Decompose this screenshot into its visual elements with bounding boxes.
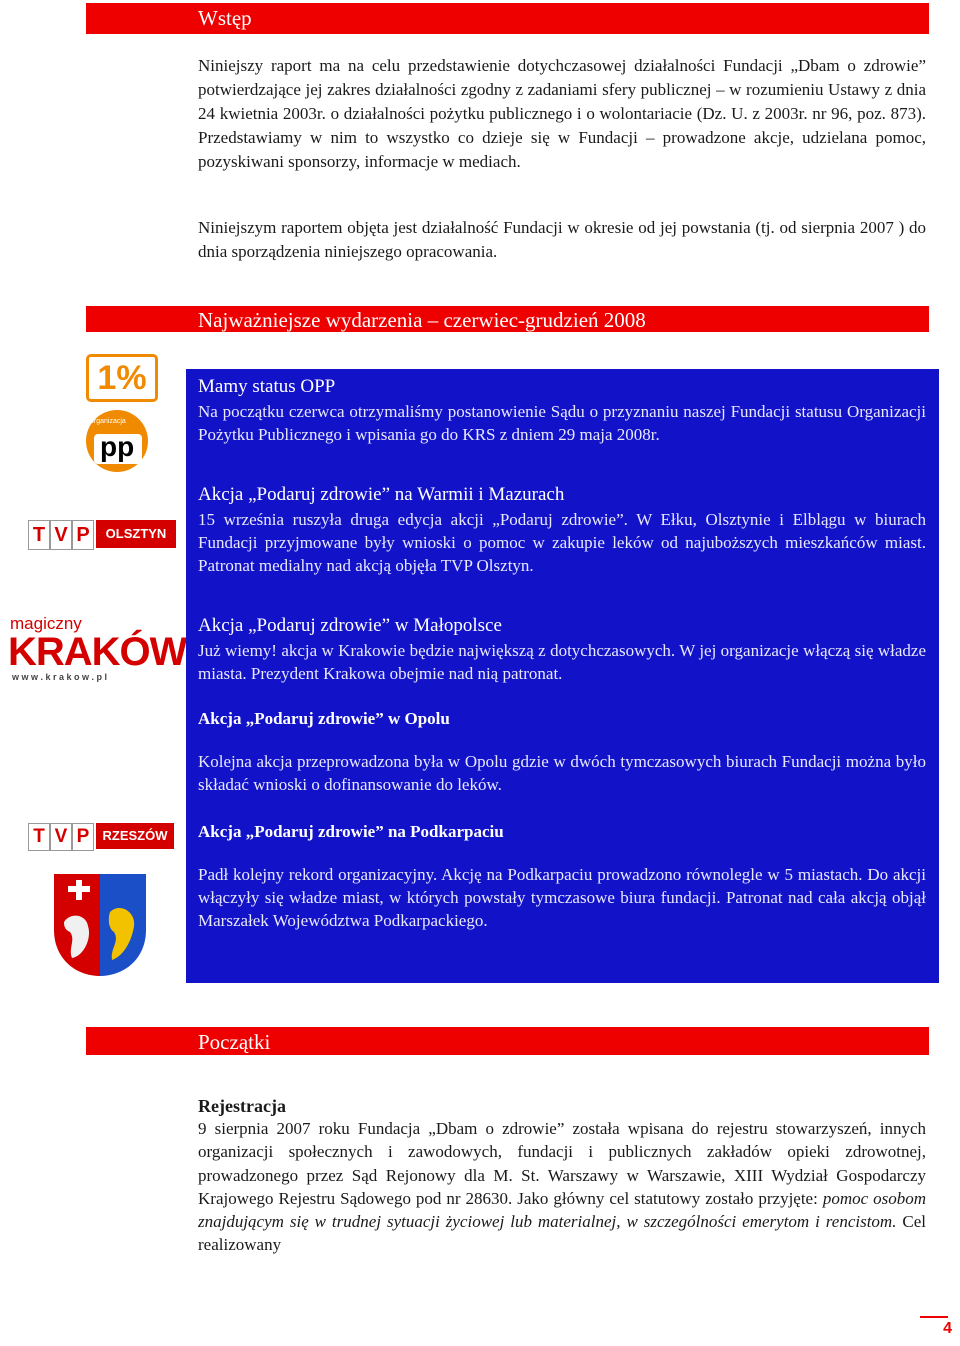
beginnings-text-b: Cel realizowany: [198, 1212, 927, 1255]
tvp-city-olsztyn: OLSZTYN: [96, 520, 176, 548]
beginnings-heading-bar: [86, 1027, 929, 1055]
intro-paragraph-2: Niniejszym raportem objęta jest działalność Fundacji w okresie od jej powstania (tj. od sierpnia 2007 ) do dnia sporządzenia niniejszego opracowania.: [198, 218, 926, 261]
event-item-podkarpacie: [198, 819, 926, 932]
beginnings-paragraph: [198, 1117, 926, 1257]
event-text: 15 września ruszyła druga edycja akcji „Podaruj zdrowie”. W Ełku, Olsztynie i Elblągu w biurach Fundacji przyjmowane były wnioski o pomoc w zakupie leków od najuboższych mieszkańców miast. Patronat medialny nad akcją objęła TVP Olsztyn.: [198, 510, 926, 575]
podkarpackie-coat-of-arms-icon: [50, 872, 150, 982]
events-heading-bar: [86, 306, 929, 332]
tvp-olsztyn-logo: [28, 520, 176, 548]
krakow-url-text: w w w . k r a k o w . p l: [12, 672, 108, 682]
tvp-t: T: [28, 520, 50, 550]
opp-text: pp: [100, 431, 135, 462]
krakow-top-text: magiczny: [10, 614, 82, 633]
event-text: Kolejna akcja przeprowadzona była w Opolu gdzie w dwóch tymczasowych biurach Fundacji można było składać wnioski o dofinansowanie do leków.: [198, 752, 926, 794]
opp-small-text: organizacja: [90, 418, 126, 425]
intro-heading: Wstęp: [198, 6, 252, 30]
tvp-city-rzeszow: RZESZÓW: [96, 823, 174, 849]
tvp-rzeszow-logo: [28, 823, 174, 849]
beginnings-text-italic: pomoc osobom znajdującym się w trudnej sytuacji życiowej lub materialnej, w szczególności emerytom i rencistom.: [198, 1188, 927, 1232]
page-number-rule: [920, 1316, 948, 1318]
event-text: Na początku czerwca otrzymaliśmy postanowienie Sądu o przyznaniu naszej Fundacji statusu Organizacji Pożytku Publicznego i wpisania go do KRS z dniem 29 maja 2008r.: [198, 402, 926, 444]
event-item-opp: [198, 374, 926, 446]
event-title: Akcja „Podaruj zdrowie” w Małopolsce: [198, 615, 502, 636]
event-title: Akcja „Podaruj zdrowie” w Opolu: [198, 709, 450, 728]
events-box: [186, 369, 939, 983]
beginnings-text-a: 9 sierpnia 2007 roku Fundacja „Dbam o zdrowie” została wpisana do rejestru stowarzyszeń, innych organizacji społecznych i zawodowych, fundacji i publicznych zakładów opieki zdrowotnej, prowadzonego przez Sąd Rejonowy dla M. St. Warszawy w Warszawie, XIII Wydział Gospodarczy Krajowego Rejestru Sądowego pod nr 28630. Jako główny cel statutowy zostało przyjęte:: [198, 1119, 926, 1208]
tvp-v: V: [50, 823, 72, 851]
intro-paragraph-1: Niniejszy raport ma na celu przedstawienie dotychczasowej działalności Fundacji „Dbam o zdrowie” potwierdzające jej zakres działalności zgodny z zadaniami sfery publicznej – w rozumieniu Ustawy z dnia 24 kwietnia 2003r. o działalności pożytku publicznego i o wolontariacie (Dz. U. z 2003r. nr 96, poz. 873). Przedstawiamy w nim to wszystko co dzieje się w Fundacji – prowadzone akcje, udzielana pomoc, pozyskiwani sponsorzy, informacje w mediach.: [198, 56, 926, 171]
event-title: Akcja „Podaruj zdrowie” na Warmii i Mazurach: [198, 484, 565, 505]
one-percent-text: 1%: [97, 359, 147, 397]
krakow-main-text: KRAKÓW: [8, 630, 187, 674]
beginnings-subheading: Rejestracja: [198, 1096, 286, 1116]
event-text: Padł kolejny rekord organizacyjny. Akcję na Podkarpaciu prowadzono równolegle w 5 miastach. Do akcji włączyły się władze miast, w których powstały tymczasowe biura fundacji. Patronat nad cała akcją objął Marszałek Województwa Podkarpackiego.: [198, 865, 926, 930]
one-percent-logo: [86, 354, 158, 402]
event-text: Już wiemy! akcja w Krakowie będzie największą z dotychczasowych. W jej organizacje włączą się władze miasta. Prezydent Krakowa obejmie nad nią patronat.: [198, 641, 926, 683]
beginnings-heading: Początki: [198, 1030, 271, 1054]
krakow-logo: [8, 614, 187, 684]
event-title: Akcja „Podaruj zdrowie” na Podkarpaciu: [198, 822, 504, 841]
opp-logo: [86, 410, 148, 472]
tvp-p: P: [72, 520, 94, 550]
intro-heading-bar: [86, 3, 929, 34]
tvp-v: V: [50, 520, 72, 550]
page-number: 4: [943, 1320, 952, 1337]
event-item-opole: [198, 706, 926, 796]
tvp-p: P: [72, 823, 94, 851]
event-item-malopolska: [198, 613, 926, 685]
tvp-t: T: [28, 823, 50, 851]
events-heading: Najważniejsze wydarzenia – czerwiec-grudzień 2008: [198, 308, 646, 332]
event-title: Mamy status OPP: [198, 376, 336, 397]
event-item-warmia: [198, 482, 926, 577]
